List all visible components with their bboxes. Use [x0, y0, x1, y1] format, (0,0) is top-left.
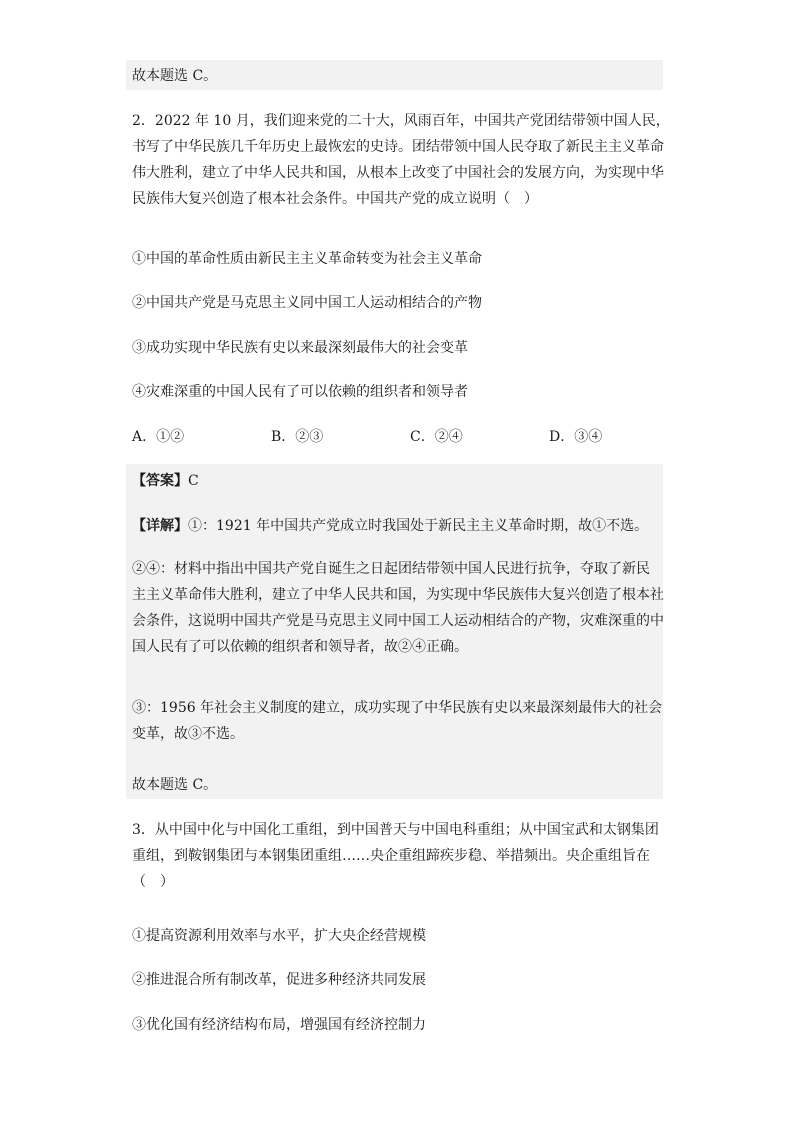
q2-statement-1: ①中国的革命性质由新民主主义革命转变为社会主义革命	[132, 251, 482, 267]
q3-stem-line: 重组，到鞍钢集团与本钢集团重组……央企重组蹄疾步稳、举措频出。央企重组旨在	[132, 848, 650, 864]
detail-paragraph-2	[132, 556, 662, 660]
q2-option-a: A．①②	[132, 429, 185, 445]
detail-label: 【详解】	[132, 518, 188, 534]
q2-option-d: D．③④	[549, 429, 603, 445]
q3-stem-line: 3．从中国中化与中国化工重组，到中国普天与中国电科重组；从中国宝武和太钢集团	[132, 822, 659, 838]
q3-statement-2: ②推进混合所有制改革，促进多种经济共同发展	[132, 972, 426, 988]
q2-stem	[132, 108, 670, 212]
answer-value: C	[188, 473, 199, 489]
detail-line: ②④：材料中指出中国共产党自诞生之日起团结带领中国人民进行抗争，夺取了新民	[132, 561, 650, 577]
q3-statement-1: ①提高资源利用效率与水平，扩大央企经营规模	[132, 928, 426, 944]
q2-conclusion: 故本题选 C。	[132, 777, 218, 793]
detail-line: 会条件，这说明中国共产党是马克思主义同中国工人运动相结合的产物，灾难深重的中	[132, 613, 664, 629]
q3-stem-line: （ ）	[132, 874, 174, 890]
q2-stem-line: 书写了中华民族几千年历史上最恢宏的史诗。团结带领中国人民夺取了新民主主义革命	[132, 139, 664, 155]
q2-statement-4: ④灾难深重的中国人民有了可以依赖的组织者和领导者	[132, 384, 468, 400]
detail-line: ③：1956 年社会主义制度的建立，成功实现了中华民族有史以来最深刻最伟大的社会	[132, 700, 663, 716]
answer-line	[132, 472, 662, 490]
q2-option-b: B．②③	[271, 429, 324, 445]
detail-line	[132, 517, 662, 535]
previous-conclusion: 故本题选 C。	[132, 68, 218, 84]
answer-label: 【答案】	[132, 473, 188, 489]
q3-statement-3: ③优化国有经济结构布局，增强国有经济控制力	[132, 1017, 426, 1033]
q3-stem	[132, 817, 662, 895]
q2-option-c: C．②④	[410, 429, 463, 445]
detail-paragraph-3	[132, 695, 662, 747]
detail-line: 主主义革命伟大胜利，建立了中华人民共和国，为实现中华民族伟大复兴创造了根本社	[132, 587, 664, 603]
q2-statement-3: ③成功实现中华民族有史以来最深刻最伟大的社会变革	[132, 340, 468, 356]
q2-stem-line: 伟大胜利，建立了中华人民共和国，从根本上改变了中国社会的发展方向，为实现中华	[132, 165, 664, 181]
q2-statement-2: ②中国共产党是马克思主义同中国工人运动相结合的产物	[132, 295, 482, 311]
detail-line: 国人民有了可以依赖的组织者和领导者，故②④正确。	[132, 639, 468, 655]
q2-stem-line: 2．2022 年 10 月，我们迎来党的二十大，风雨百年，中国共产党团结带领中国人民，	[132, 113, 670, 129]
detail-first: ①：1921 年中国共产党成立时我国处于新民主主义革命时期，故①不选。	[188, 518, 649, 534]
detail-line: 变革，故③不选。	[132, 726, 244, 742]
q2-stem-line: 民族伟大复兴创造了根本社会条件。中国共产党的成立说明（ ）	[132, 191, 538, 207]
